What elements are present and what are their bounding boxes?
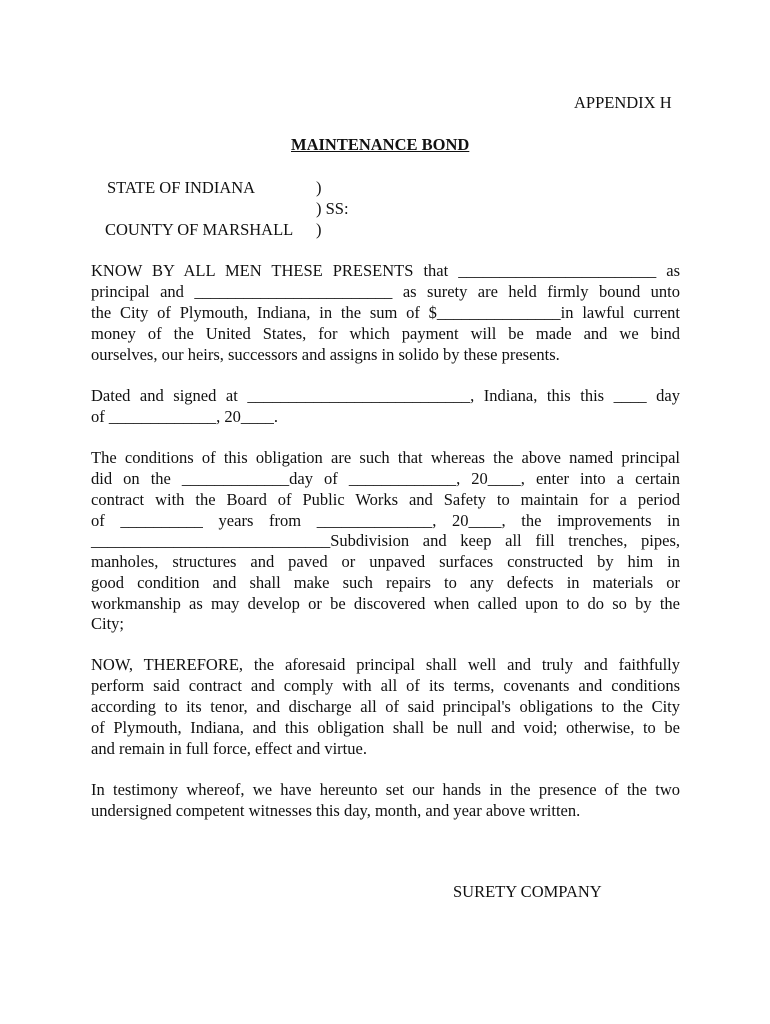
text-line: contract with the Board of Public Works and Safety to maintain for a period: [91, 490, 680, 509]
text-line: the City of Plymouth, Indiana, in the sum of $_______________in lawful current: [91, 303, 680, 322]
ss-label: ) SS:: [316, 199, 349, 218]
text-line: principal and ________________________ as surety are held firmly bound unto: [91, 282, 680, 301]
text-line: undersigned competent witnesses this day, month, and year above written.: [91, 801, 581, 820]
text-line: NOW, THEREFORE, the aforesaid principal shall well and truly and faithfully: [91, 655, 680, 674]
text-line: money of the United States, for which payment will be made and we bind: [91, 324, 680, 343]
text-line: and remain in full force, effect and virtue.: [91, 739, 367, 758]
text-line: good condition and shall make such repairs to any defects in materials or: [91, 573, 680, 592]
text-line: ourselves, our heirs, successors and assigns in solido by these presents.: [91, 345, 560, 364]
text-line: workmanship as may develop or be discovered when called upon to do so by the: [91, 594, 680, 613]
text-line: The conditions of this obligation are such that whereas the above named principal: [91, 448, 680, 467]
county-label: COUNTY OF MARSHALL: [105, 220, 294, 239]
state-label: STATE OF INDIANA: [107, 178, 256, 197]
surety-company-label: SURETY COMPANY: [453, 882, 602, 901]
text-line: Dated and signed at ___________________________, Indiana, this this ____ day: [91, 386, 680, 405]
document-title: MAINTENANCE BOND: [291, 135, 470, 154]
text-line: of _____________, 20____.: [91, 407, 278, 426]
text-line: In testimony whereof, we have hereunto set our hands in the presence of the two: [91, 780, 680, 799]
text-line: of __________ years from ______________, 20____, the improvements in: [91, 511, 680, 530]
text-line: according to its tenor, and discharge all of said principal's obligations to the City: [91, 697, 680, 716]
text-line: manholes, structures and paved or unpaved surfaces constructed by him in: [91, 552, 680, 571]
text-line: KNOW BY ALL MEN THESE PRESENTS that ________________________ as: [91, 261, 680, 280]
text-line: _____________________________Subdivision and keep all fill trenches, pipes,: [91, 531, 680, 550]
appendix-label: APPENDIX H: [574, 93, 672, 112]
venue-paren: ): [316, 178, 322, 197]
venue-paren: ): [316, 220, 322, 239]
text-line: of Plymouth, Indiana, and this obligation shall be null and void; otherwise, to be: [91, 718, 680, 737]
text-line: perform said contract and comply with all of its terms, covenants and conditions: [91, 676, 680, 695]
text-line: City;: [91, 614, 125, 633]
text-line: did on the _____________day of _____________, 20____, enter into a certain: [91, 469, 680, 488]
